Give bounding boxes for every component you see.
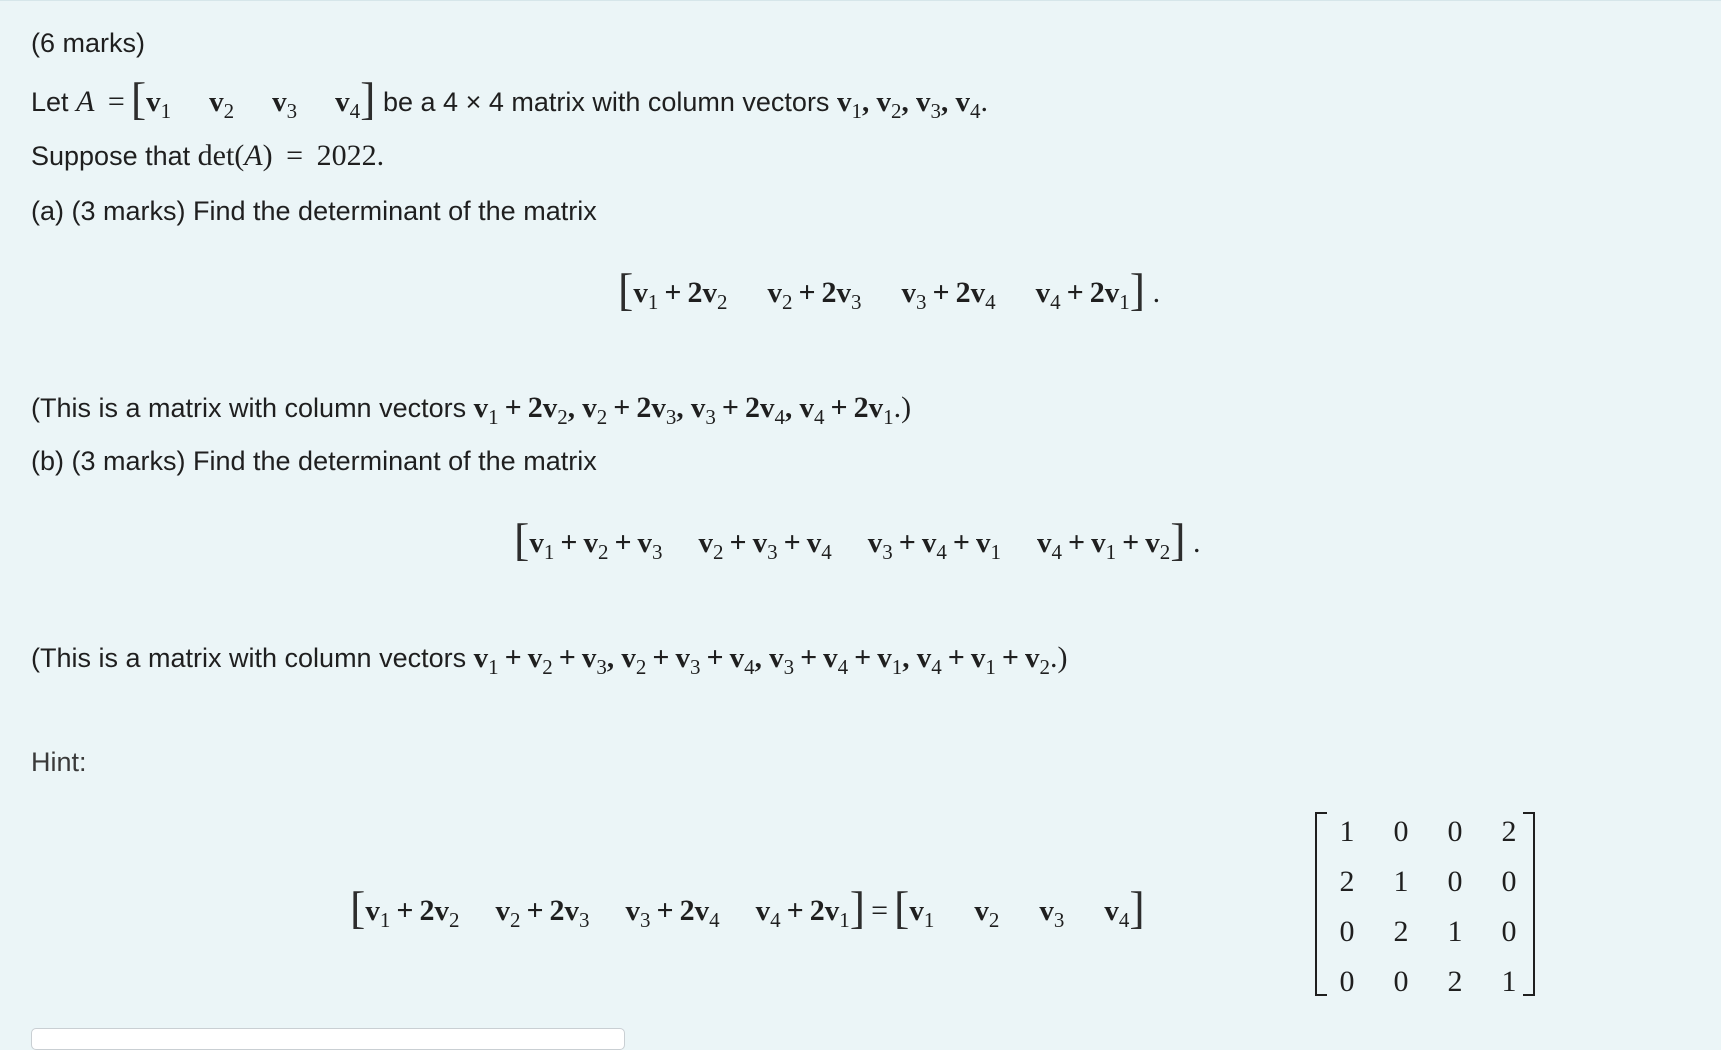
matrix-cell: 0 (1501, 915, 1517, 948)
hint-rhs-left-bracket: [ (894, 882, 910, 933)
left-bracket: [ (130, 73, 147, 124)
hint-label-text: Hint: (31, 747, 87, 777)
matrix-cell: 0 (1501, 865, 1517, 898)
part-b-right-bracket: ] (1170, 514, 1186, 565)
part-b-matrix: [$v_1 + v_2 + v_3$ $v_2 + v_3 + v_4$ $v_3 + v_4 + v_1$ $v_4 + v_1 + v_2$] . (514, 514, 1201, 565)
det-value: 2022. (316, 139, 385, 172)
det-equals: = (286, 139, 304, 172)
matrix-a-symbol: A (76, 85, 95, 118)
matrix-cell: 1 (1339, 815, 1355, 848)
part-b-note-text: (This is a matrix with column vectors (31, 643, 467, 673)
part-a-right-bracket: ] (1129, 264, 1146, 315)
hint-rhs-v2: $v_2$ (974, 895, 1000, 932)
vector-list: $v_1$, $v_2$, $v_3$, $v_4$ (836, 86, 981, 123)
part-a-prompt (31, 193, 597, 229)
matrix-cell: 0 (1447, 865, 1463, 898)
col-v1: $v_1$ (146, 86, 172, 123)
part-b-col-2: $v_2 + v_3 + v_4$ (698, 526, 832, 564)
suppose-text: Suppose that (31, 141, 191, 171)
hint-equals: = (871, 894, 889, 927)
det-expression: det(A) (197, 139, 273, 172)
col-v2: $v_2$ (209, 86, 235, 123)
hint-lhs-col-4: $v_4 + 2v_1$ (755, 894, 850, 932)
matrix-cell: 2 (1339, 865, 1355, 898)
matrix-cell: 1 (1393, 865, 1409, 898)
top-border (0, 0, 1721, 1)
part-a-col-2: $v_2 + 2v_3$ (767, 276, 862, 314)
matrix-cell: 0 (1393, 965, 1409, 998)
part-b-col-3: $v_3 + v_4 + v_1$ (867, 526, 1001, 564)
hint-lhs-right-bracket: ] (849, 882, 866, 933)
hint-lhs-col-3: $v_3 + 2v_4$ (625, 894, 720, 932)
matrix-cell: 0 (1339, 965, 1355, 998)
hint-rhs-right-bracket: ] (1129, 882, 1145, 933)
let-word: Let (31, 87, 69, 117)
hint-rhs-v3: $v_3$ (1039, 895, 1065, 932)
part-a-prompt-text: (a) (3 marks) Find the determinant of the matrix (31, 196, 597, 226)
part-b-col-4: $v_4 + v_1 + v_2$ (1036, 526, 1171, 564)
hint-coefficient-matrix (1315, 810, 1535, 998)
part-a-left-bracket: [ (618, 264, 634, 315)
part-b-prompt (31, 443, 597, 479)
hint-label (31, 747, 87, 778)
marks-text: (6 marks) (31, 28, 145, 58)
det-line (31, 138, 384, 174)
col-v4: $v_4$ (335, 86, 361, 123)
part-b-note-vectors: $v_1 + v_2 + v_3$, $v_2 + v_3 + v_4$, $v_3 + v_4 + v_1$, $v_4 + v_1 + v_2$ (473, 641, 1050, 679)
intro-description: be a 4 × 4 matrix with column vectors (383, 87, 830, 117)
part-a-note-vectors: $v_1 + 2v_2$, $v_2 + 2v_3$, $v_3 + 2v_4$, $v_4 + 2v_1$ (473, 391, 894, 429)
matrix-cell: 1 (1501, 965, 1517, 998)
part-a-note-text: (This is a matrix with column vectors (31, 393, 467, 423)
matrix-cell: 2 (1393, 915, 1409, 948)
matrix-cell: 2 (1447, 965, 1463, 998)
matrix-cell: 2 (1501, 815, 1517, 848)
part-a-col-1: $v_1 + 2v_2$ (633, 276, 728, 314)
part-a-col-3: $v_3 + 2v_4$ (901, 276, 996, 314)
right-bracket: ] (360, 73, 376, 124)
matrix-cell: 0 (1447, 815, 1463, 848)
answer-input-box[interactable] (31, 1028, 625, 1050)
hint-left-bracket: [ (350, 882, 366, 933)
part-a-matrix: [$v_1 + 2v_2$ $v_2 + 2v_3$ $v_3 + 2v_4$ $v_4 + 2v_1$] . (618, 264, 1161, 315)
matrix-cell: 0 (1339, 915, 1355, 948)
matrix-cell: 0 (1393, 815, 1409, 848)
hint-rhs-v4: $v_4$ (1104, 895, 1130, 932)
intro-line (31, 73, 988, 124)
intro-period: . (980, 85, 988, 118)
col-v3: $v_3$ (272, 86, 298, 123)
coeff-matrix-left-bracket (1315, 812, 1327, 996)
hint-equation (350, 880, 1145, 941)
part-b-left-bracket: [ (514, 514, 530, 565)
matrix-cell: 1 (1447, 915, 1463, 948)
hint-lhs-col-1: $v_1 + 2v_2$ (365, 894, 460, 932)
part-b-prompt-text: (b) (3 marks) Find the determinant of the matrix (31, 446, 597, 476)
part-b-col-1: $v_1 + v_2 + v_3$ (529, 526, 663, 564)
hint-rhs-v1: $v_1$ (909, 895, 935, 932)
hint-lhs-col-2: $v_2 + 2v_3$ (495, 894, 590, 932)
marks-label (31, 25, 145, 61)
part-b-note: (This is a matrix with column vectors $v_1 + v_2 + v_3$, $v_2 + v_3 + v_4$, $v_3 + v_4 + v_1$, $v_4 + v_1 + v_2$.) (31, 641, 1068, 679)
part-a-note: (This is a matrix with column vectors $v_1 + 2v_2$, $v_2 + 2v_3$, $v_3 + 2v_4$, $v_4 + 2v_1$.) (31, 391, 912, 429)
part-a-col-4: $v_4 + 2v_1$ (1035, 276, 1130, 314)
equals-sign: = (107, 85, 125, 118)
